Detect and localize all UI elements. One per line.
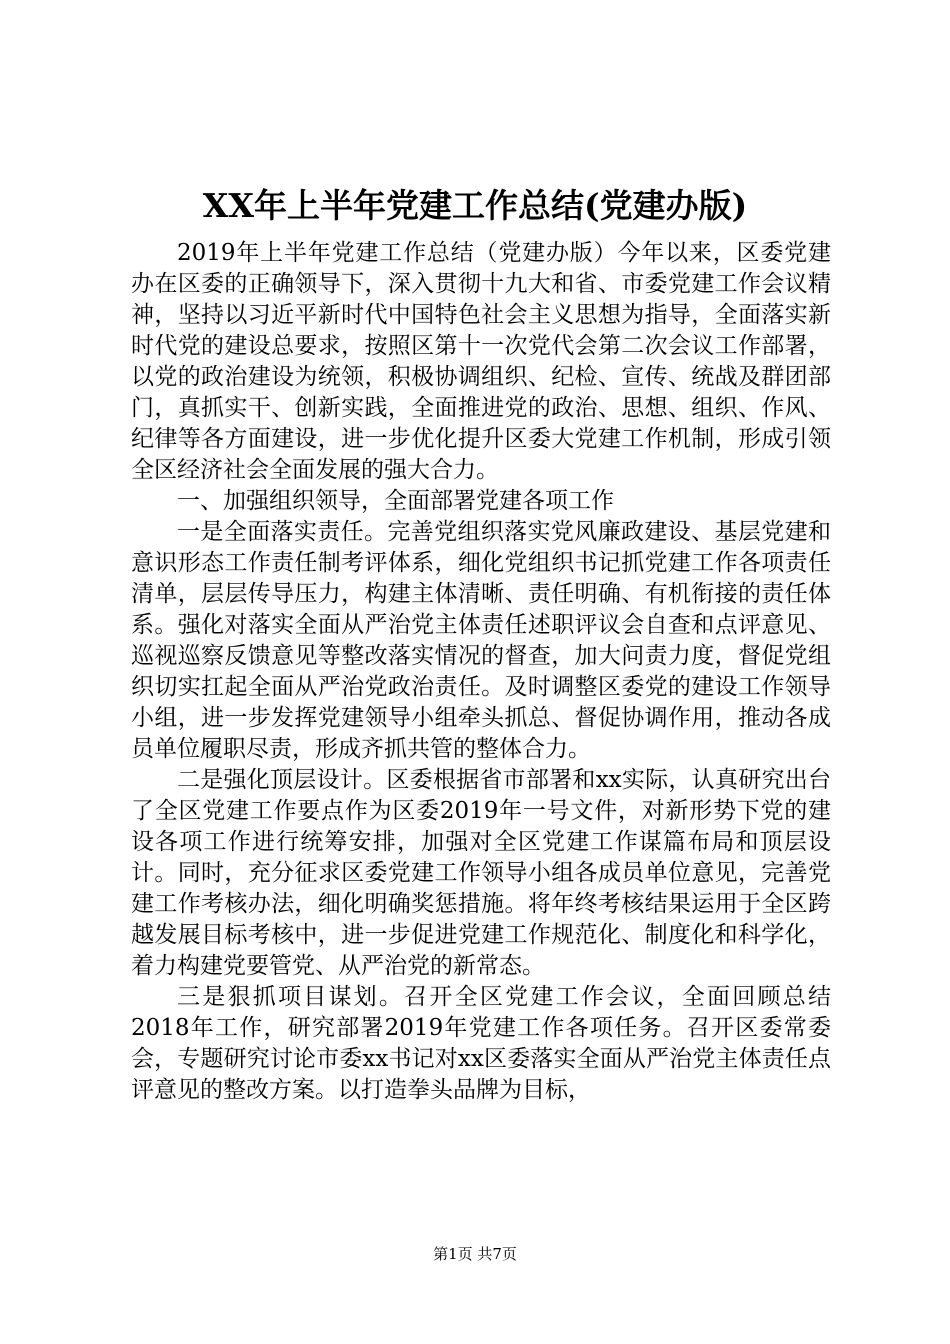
section-heading: 一、加强组织领导，全面部署党建各项工作	[177, 488, 614, 514]
page-footer: 第1页 共7页	[433, 1245, 517, 1263]
paragraph-intro: 2019年上半年党建工作总结（党建办版）今年以来，区委党建办在区委的正确领导下，深入贯彻十九大和省、市委党建工作会议精神，坚持以习近平新时代中国特色社会主义思想为指导，全面落实新时代党的建设总要求，按照区第十一次党代会第二次会议工作部署，以党的政治建设为统领，积极协调组织、纪检、宣传、统战及群团部门，真抓实干、创新实践，全面推进党的政治、思想、组织、作风、纪律等各方面建设，进一步优化提升区委大党建工作机制，形成引领全区经济社会全面发展的强大合力。	[131, 240, 831, 483]
paragraph-responsibility: 一是全面落实责任。完善党组织落实党风廉政建设、基层党建和意识形态工作责任制考评体系，细化党组织书记抓党建工作各项责任清单，层层传导压力，构建主体清晰、责任明确、有机衔接的责任体系。强化对落实全面从严治党主体责任述职评议会自查和点评意见、巡视巡察反馈意见等整改落实情况的督查，加大问责力度，督促党组织切实扛起全面从严治党政治责任。及时调整区委党的建设工作领导小组，进一步发挥党建领导小组牵头抓总、督促协调作用，推动各成员单位履职尽责，形成齐抓共管的整体合力。	[131, 519, 831, 762]
paragraph-top-design: 二是强化顶层设计。区委根据省市部署和xx实际，认真研究出台了全区党建工作要点作为区委2019年一号文件，对新形势下党的建设各项工作进行统筹安排，加强对全区党建工作谋篇布局和顶层设计。同时，充分征求区委党建工作领导小组各成员单位意见，完善党建工作考核办法，细化明确奖惩措施。将年终考核结果运用于全区跨越发展目标考核中，进一步促进党建工作规范化、制度化和科学化，着力构建党要管党、从严治党的新常态。	[131, 767, 831, 979]
document-body	[131, 238, 831, 1106]
document-title: XX年上半年党建工作总结(党建办版)	[202, 186, 748, 225]
paragraph-project-planning: 三是狠抓项目谋划。召开全区党建工作会议，全面回顾总结2018年工作，研究部署2019年党建工作各项任务。召开区委常委会，专题研究讨论市委xx书记对xx区委落实全面从严治党主体责任点评意见的整改方案。以打造拳头品牌为目标，	[131, 984, 831, 1103]
